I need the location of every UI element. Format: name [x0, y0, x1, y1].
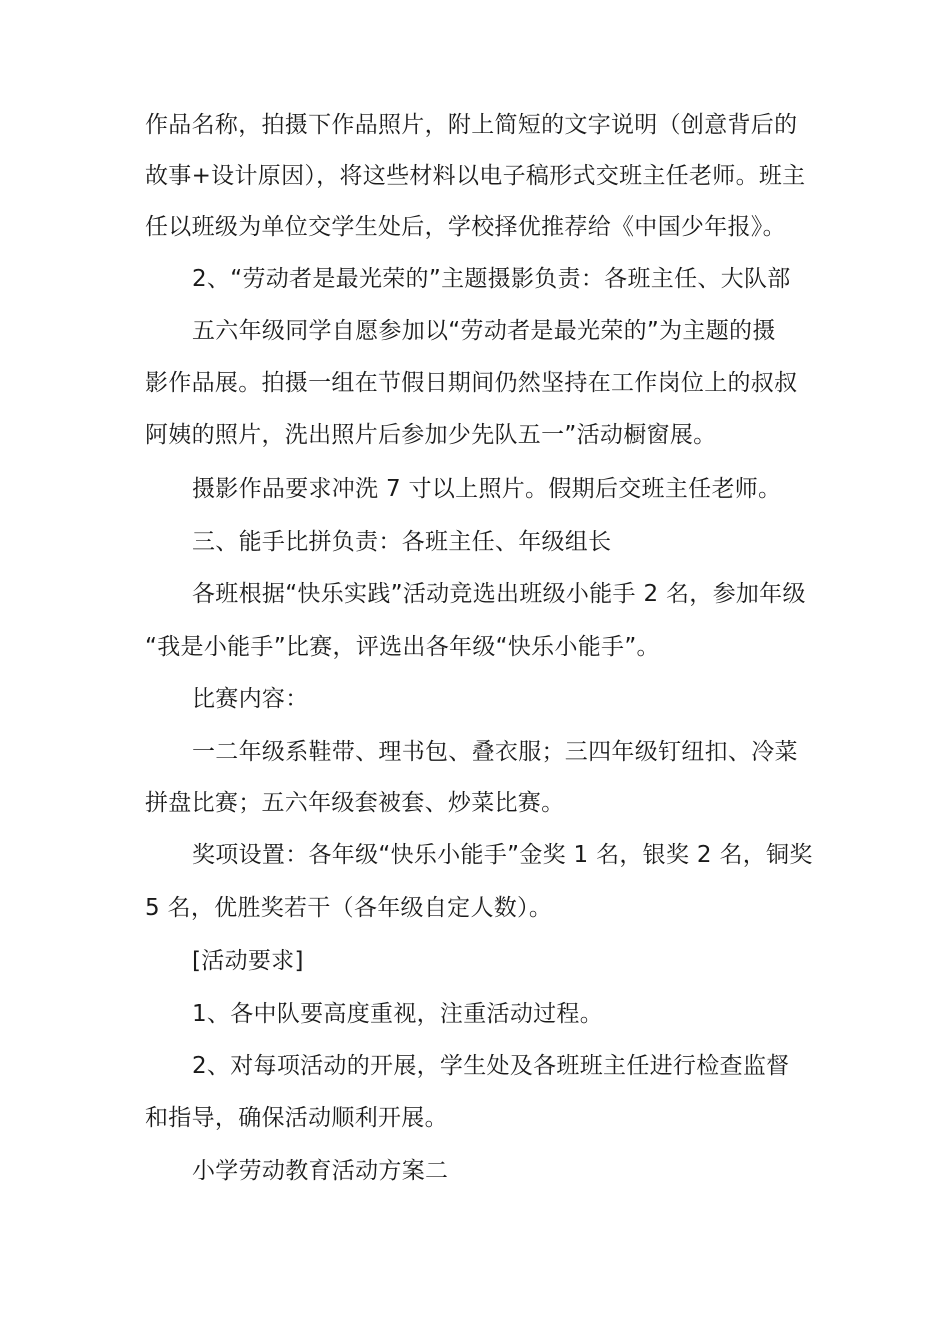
section-heading: [活动要求] [192, 948, 304, 974]
paragraph-line: 比赛内容： [192, 686, 309, 712]
paragraph-line: 五六年级同学自愿参加以“劳动者是最光荣的”为主题的摄 [192, 318, 776, 344]
paragraph-line: 作品名称，拍摄下作品照片，附上简短的文字说明（创意背后的 [145, 112, 798, 138]
paragraph-line: 一二年级系鞋带、理书包、叠衣服；三四年级钉纽扣、冷菜 [192, 739, 798, 765]
paragraph-line: 各班根据“快乐实践”活动竞选出班级小能手 2 名，参加年级 [192, 581, 806, 607]
paragraph-line: 2、对每项活动的开展，学生处及各班班主任进行检查监督 [192, 1053, 790, 1079]
paragraph-line: “我是小能手”比赛，评选出各年级“快乐小能手”。 [145, 634, 660, 660]
paragraph-line: 拼盘比赛；五六年级套被套、炒菜比赛。 [145, 790, 565, 816]
paragraph-line: 1、各中队要高度重视，注重活动过程。 [192, 1001, 604, 1027]
paragraph-line: 和指导，确保活动顺利开展。 [145, 1105, 448, 1131]
paragraph-line: 5 名，优胜奖若干（各年级自定人数）。 [145, 895, 553, 921]
paragraph-line: 阿姨的照片，洗出照片后参加少先队五一”活动橱窗展。 [145, 422, 717, 448]
section-heading: 2、“劳动者是最光荣的”主题摄影负责：各班主任、大队部 [192, 266, 791, 292]
paragraph-line: 故事+设计原因），将这些材料以电子稿形式交班主任老师。班主 [145, 163, 806, 189]
section-heading: 三、能手比拼负责：各班主任、年级组长 [192, 529, 612, 555]
paragraph-line: 任以班级为单位交学生处后，学校择优推荐给《中国少年报》。 [145, 214, 786, 240]
paragraph-line: 影作品展。拍摄一组在节假日期间仍然坚持在工作岗位上的叔叔 [145, 370, 798, 396]
document-heading: 小学劳动教育活动方案二 [192, 1158, 449, 1184]
paragraph-line: 奖项设置：各年级“快乐小能手”金奖 1 名，银奖 2 名，铜奖 [192, 842, 813, 868]
paragraph-line: 摄影作品要求冲洗 7 寸以上照片。假期后交班主任老师。 [192, 476, 782, 502]
